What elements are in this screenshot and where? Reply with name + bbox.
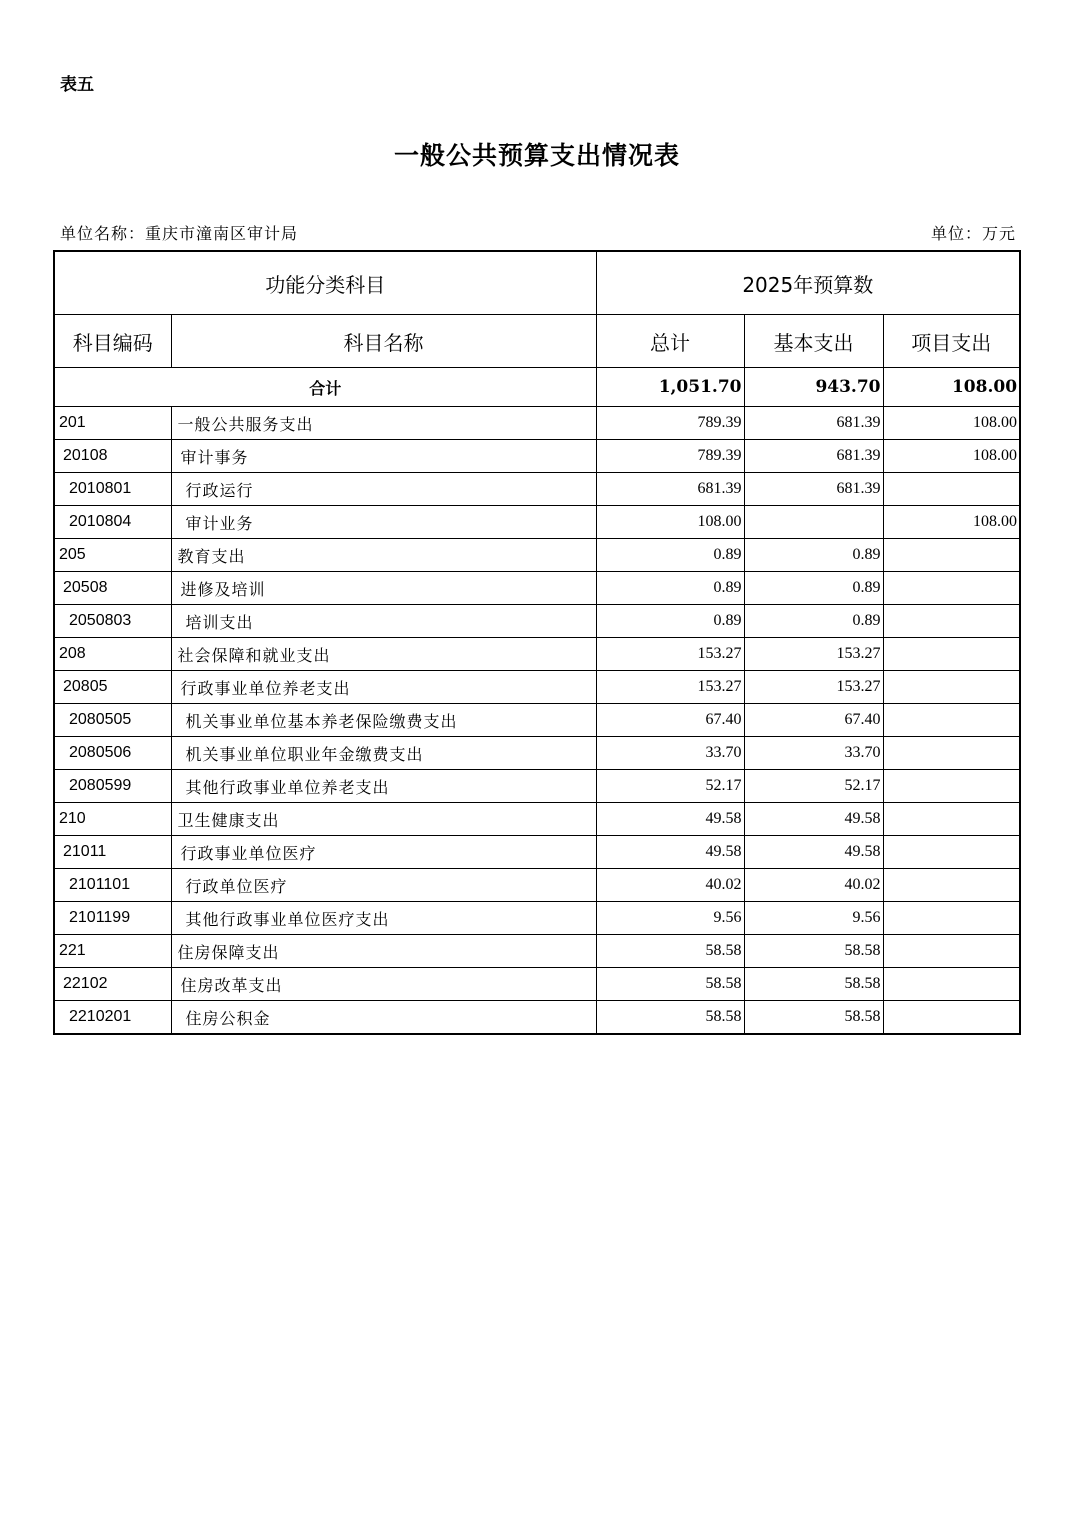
project-cell <box>883 770 1020 803</box>
code-cell: 2010804 <box>54 506 171 539</box>
total-cell: 0.89 <box>596 572 744 605</box>
column-group-budget-2025: 2025年预算数 <box>596 251 1020 315</box>
table-row <box>54 572 1020 605</box>
total-cell: 681.39 <box>596 473 744 506</box>
project-cell: 108.00 <box>883 506 1020 539</box>
table-row <box>54 473 1020 506</box>
basic-cell <box>744 506 883 539</box>
table-row <box>54 770 1020 803</box>
project-cell <box>883 704 1020 737</box>
name-cell: 教育支出 <box>171 539 596 572</box>
column-header-code: 科目编码 <box>54 315 171 368</box>
table-row <box>54 407 1020 440</box>
table-row <box>54 869 1020 902</box>
name-cell: 其他行政事业单位医疗支出 <box>171 902 596 935</box>
basic-cell: 681.39 <box>744 440 883 473</box>
project-cell: 108.00 <box>883 407 1020 440</box>
basic-cell: 40.02 <box>744 869 883 902</box>
project-cell <box>883 473 1020 506</box>
total-row <box>54 368 1020 407</box>
code-cell: 2050803 <box>54 605 171 638</box>
total-cell: 0.89 <box>596 605 744 638</box>
table-row <box>54 605 1020 638</box>
code-cell: 2210201 <box>54 1001 171 1035</box>
table-number: 表五 <box>60 75 94 95</box>
table-row <box>54 836 1020 869</box>
name-cell: 行政事业单位养老支出 <box>171 671 596 704</box>
project-cell <box>883 605 1020 638</box>
name-cell: 行政事业单位医疗 <box>171 836 596 869</box>
code-cell: 2101101 <box>54 869 171 902</box>
table-row <box>54 638 1020 671</box>
name-cell: 卫生健康支出 <box>171 803 596 836</box>
code-cell: 2010801 <box>54 473 171 506</box>
table-row <box>54 737 1020 770</box>
total-label: 合计 <box>54 368 596 407</box>
name-cell: 一般公共服务支出 <box>171 407 596 440</box>
column-header-name: 科目名称 <box>171 315 596 368</box>
column-group-function-class: 功能分类科目 <box>54 251 596 315</box>
total-basic-cell: 943.70 <box>744 368 883 407</box>
code-cell: 20508 <box>54 572 171 605</box>
code-cell: 2080506 <box>54 737 171 770</box>
name-cell: 住房公积金 <box>171 1001 596 1035</box>
table-row <box>54 803 1020 836</box>
code-cell: 22102 <box>54 968 171 1001</box>
table-row <box>54 1001 1020 1035</box>
basic-cell: 681.39 <box>744 407 883 440</box>
total-cell: 49.58 <box>596 803 744 836</box>
basic-cell: 33.70 <box>744 737 883 770</box>
code-cell: 2080599 <box>54 770 171 803</box>
basic-cell: 58.58 <box>744 1001 883 1035</box>
code-cell: 201 <box>54 407 171 440</box>
project-cell <box>883 638 1020 671</box>
code-cell: 2080505 <box>54 704 171 737</box>
code-cell: 221 <box>54 935 171 968</box>
basic-cell: 67.40 <box>744 704 883 737</box>
name-cell: 机关事业单位职业年金缴费支出 <box>171 737 596 770</box>
table-row <box>54 968 1020 1001</box>
total-cell: 33.70 <box>596 737 744 770</box>
total-cell: 40.02 <box>596 869 744 902</box>
basic-cell: 681.39 <box>744 473 883 506</box>
basic-cell: 0.89 <box>744 605 883 638</box>
table-row <box>54 935 1020 968</box>
table-row <box>54 539 1020 572</box>
basic-cell: 153.27 <box>744 638 883 671</box>
basic-cell: 49.58 <box>744 836 883 869</box>
project-cell <box>883 803 1020 836</box>
name-cell: 住房改革支出 <box>171 968 596 1001</box>
total-cell: 789.39 <box>596 440 744 473</box>
project-cell <box>883 935 1020 968</box>
header-row-group <box>54 251 1020 315</box>
code-cell: 2101199 <box>54 902 171 935</box>
header-row-columns <box>54 315 1020 368</box>
basic-cell: 153.27 <box>744 671 883 704</box>
project-cell <box>883 836 1020 869</box>
total-cell: 153.27 <box>596 638 744 671</box>
total-cell: 67.40 <box>596 704 744 737</box>
project-cell <box>883 539 1020 572</box>
project-cell <box>883 737 1020 770</box>
total-cell: 9.56 <box>596 902 744 935</box>
name-cell: 行政运行 <box>171 473 596 506</box>
name-cell: 审计事务 <box>171 440 596 473</box>
project-cell <box>883 671 1020 704</box>
basic-cell: 58.58 <box>744 935 883 968</box>
table-row <box>54 902 1020 935</box>
total-cell: 108.00 <box>596 506 744 539</box>
name-cell: 审计业务 <box>171 506 596 539</box>
unit-name-label: 单位名称：重庆市潼南区审计局 <box>60 224 299 243</box>
project-cell <box>883 869 1020 902</box>
basic-cell: 0.89 <box>744 539 883 572</box>
page-title: 一般公共预算支出情况表 <box>393 141 680 170</box>
basic-cell: 58.58 <box>744 968 883 1001</box>
code-cell: 208 <box>54 638 171 671</box>
column-header-basic: 基本支出 <box>744 315 883 368</box>
total-cell: 52.17 <box>596 770 744 803</box>
project-cell <box>883 572 1020 605</box>
basic-cell: 9.56 <box>744 902 883 935</box>
table-row <box>54 506 1020 539</box>
name-cell: 住房保障支出 <box>171 935 596 968</box>
name-cell: 其他行政事业单位养老支出 <box>171 770 596 803</box>
total-total-cell: 1,051.70 <box>596 368 744 407</box>
code-cell: 20805 <box>54 671 171 704</box>
table-row <box>54 440 1020 473</box>
total-cell: 153.27 <box>596 671 744 704</box>
total-cell: 58.58 <box>596 968 744 1001</box>
code-cell: 210 <box>54 803 171 836</box>
table-row <box>54 704 1020 737</box>
name-cell: 进修及培训 <box>171 572 596 605</box>
code-cell: 20108 <box>54 440 171 473</box>
project-cell <box>883 1001 1020 1035</box>
code-cell: 21011 <box>54 836 171 869</box>
name-cell: 社会保障和就业支出 <box>171 638 596 671</box>
budget-table <box>53 250 1021 1035</box>
project-cell: 108.00 <box>883 440 1020 473</box>
column-header-total: 总计 <box>596 315 744 368</box>
total-cell: 58.58 <box>596 1001 744 1035</box>
basic-cell: 0.89 <box>744 572 883 605</box>
column-header-project: 项目支出 <box>883 315 1020 368</box>
project-cell <box>883 968 1020 1001</box>
total-cell: 58.58 <box>596 935 744 968</box>
currency-unit-label: 单位：万元 <box>930 224 1016 243</box>
name-cell: 培训支出 <box>171 605 596 638</box>
total-cell: 49.58 <box>596 836 744 869</box>
name-cell: 机关事业单位基本养老保险缴费支出 <box>171 704 596 737</box>
table-row <box>54 671 1020 704</box>
project-cell <box>883 902 1020 935</box>
basic-cell: 52.17 <box>744 770 883 803</box>
total-project-cell: 108.00 <box>883 368 1020 407</box>
total-cell: 789.39 <box>596 407 744 440</box>
name-cell: 行政单位医疗 <box>171 869 596 902</box>
basic-cell: 49.58 <box>744 803 883 836</box>
code-cell: 205 <box>54 539 171 572</box>
total-cell: 0.89 <box>596 539 744 572</box>
